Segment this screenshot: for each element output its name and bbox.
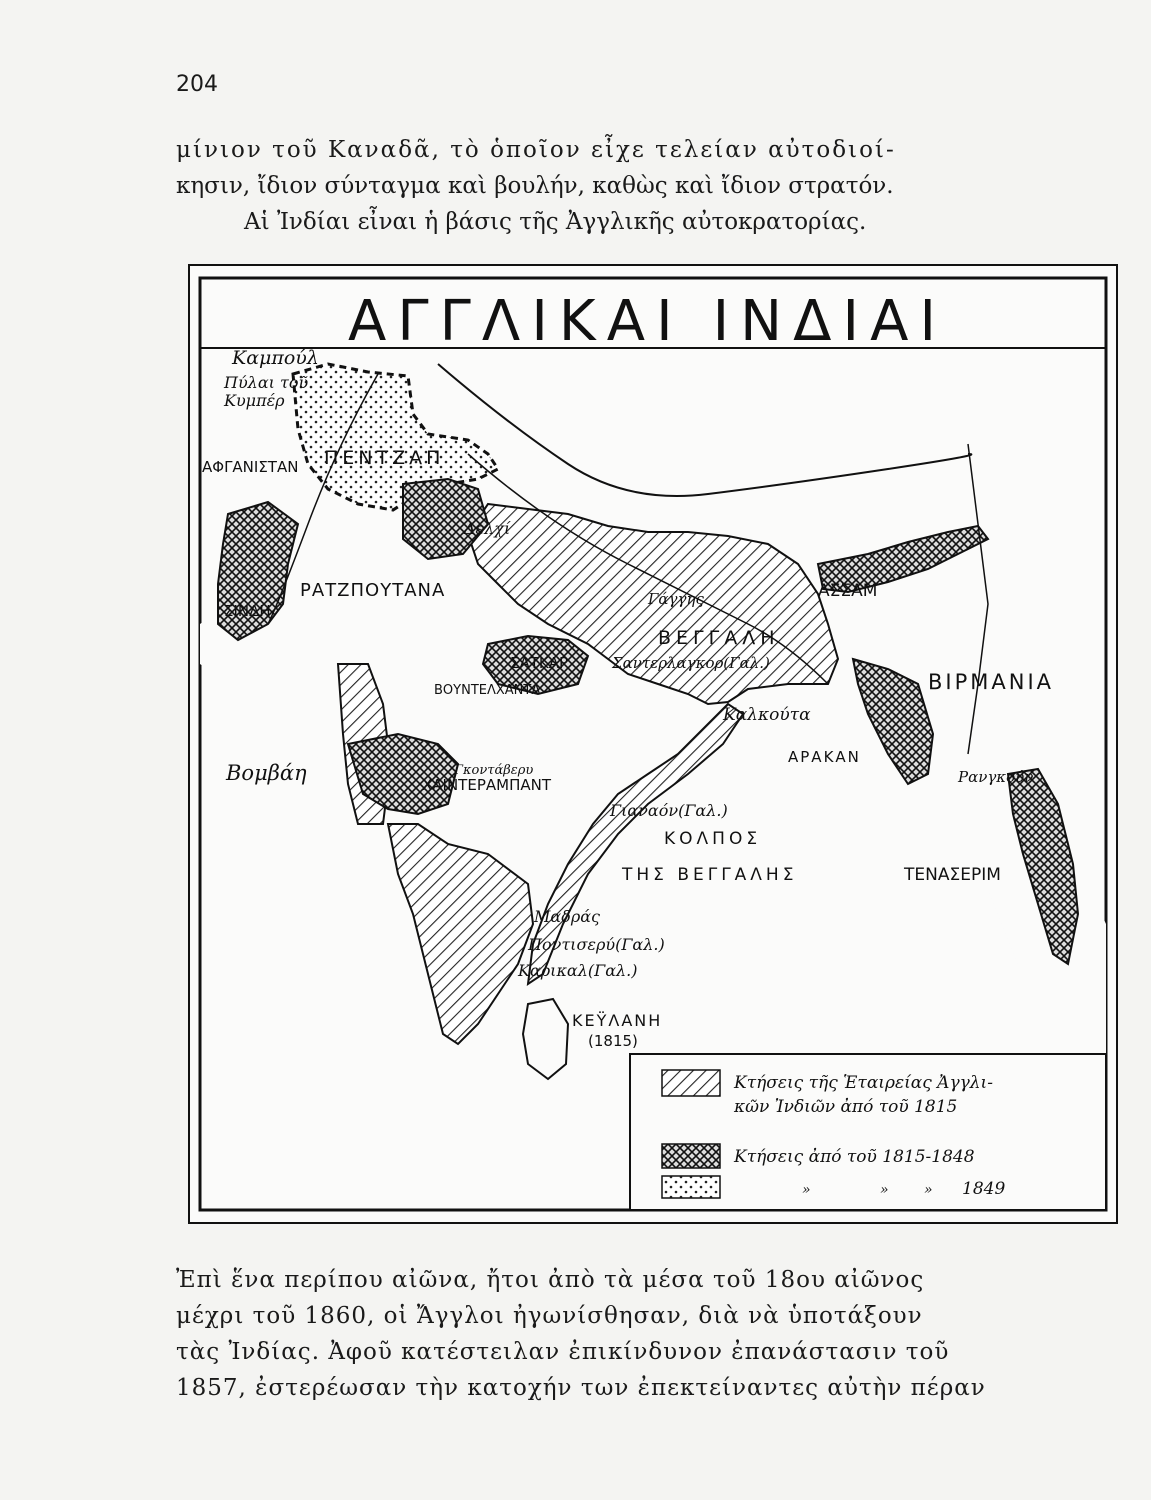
label-veggali: ΒΕΓΓΑΛΗ: [658, 627, 780, 649]
label-kampoul: Καμπούλ: [232, 347, 319, 369]
label-satgar: ΣΑΤΚΑΡ: [510, 654, 569, 672]
top-line-2: κησιν, ἴδιον σύνταγμα καὶ βουλήν, καθὼς καὶ ἴδιον στρατόν.: [176, 173, 894, 199]
legend-item1-line1: Κτήσεις τῆς Ἑταιρείας Ἀγγλι-: [734, 1073, 993, 1093]
legend-item3-ditto2: »: [880, 1182, 889, 1198]
bottom-line-1: Ἐπὶ ἕνα περίπου αἰῶνα, ἤτοι ἀπὸ τὰ μέσα τοῦ 18ου αἰῶνος: [176, 1267, 925, 1293]
label-pontisery: Ποντισερύ(Γαλ.): [528, 935, 665, 954]
label-pentzap: ΠΕΝΤΖΑΠ: [324, 447, 445, 469]
label-karikal: Καρικαλ(Γαλ.): [518, 961, 638, 980]
bottom-line-2: μέχρι τοῦ 1860, οἱ Ἄγγλοι ἠγωνίσθησαν, διὰ νὰ ὑποτάξουν: [176, 1303, 923, 1329]
top-line-3: Αἱ Ἰνδίαι εἶναι ἡ βάσις τῆς Ἀγγλικῆς αὐτοκρατορίας.: [244, 209, 867, 235]
legend-swatch-hatch: [662, 1070, 720, 1096]
map-svg: [188, 264, 1118, 1224]
label-gagis: Γάγγης: [648, 590, 704, 608]
label-bombay: Βομβάη: [226, 761, 307, 785]
legend-item1-line2: κῶν Ἰνδιῶν ἀπό τοῦ 1815: [734, 1097, 958, 1117]
map-title: ΑΓΓΛΙΚΑΙ ΙΝΔΙΑΙ: [348, 289, 948, 354]
legend-item3-ditto1: »: [802, 1182, 811, 1198]
page-number: 204: [176, 72, 218, 97]
top-paragraph: [176, 132, 1136, 240]
label-keylani-year: (1815): [588, 1032, 638, 1050]
label-madras: Μαδράς: [534, 907, 600, 926]
label-tenaserim: ΤΕΝΑΣΕΡΙΜ: [904, 865, 1001, 885]
legend-swatch-cross: [662, 1144, 720, 1168]
label-pylai-1: Πύλαι τοῦ: [224, 373, 309, 392]
label-kolpos: ΚΟΛΠΟΣ: [664, 829, 762, 849]
top-line-1: μίνιον τοῦ Καναδᾶ, τὸ ὁποῖον εἶχε τελείαν αὐτοδιοί-: [176, 137, 896, 163]
label-bountelkhanta: ΒΟΥΝΤΕΛΧΑΝΤΑ: [434, 683, 541, 698]
label-delhi: Δελχί: [464, 519, 511, 538]
map-figure: [188, 264, 1118, 1224]
label-birmania: ΒΙΡΜΑΝΙΑ: [928, 670, 1055, 694]
legend-item3-year: 1849: [962, 1179, 1006, 1199]
label-sinth: ΣΙΝΔΗ: [224, 602, 271, 620]
label-arakan: ΑΡΑΚΑΝ: [788, 748, 861, 766]
label-keylani: ΚΕΫΛΑΝΗ: [572, 1011, 663, 1030]
bottom-paragraph: [176, 1262, 1136, 1406]
label-pylai-2: Κυμπέρ: [224, 391, 285, 410]
legend-item2: Κτήσεις ἀπό τοῦ 1815-1848: [734, 1147, 975, 1167]
label-ratzpoutana: ΡΑΤΖΠΟΥΤΑΝΑ: [300, 580, 446, 601]
label-tis-veggalis: ΤΗΣ ΒΕΓΓΑΛΗΣ: [622, 865, 798, 885]
label-santerlagkor: Σαντερλαγκορ(Γαλ.): [612, 654, 770, 672]
legend-swatch-dots: [662, 1176, 720, 1198]
label-gkontavery: Γκοντάβερυ: [454, 763, 534, 778]
label-khaidarampant: ΧΑΙΝΤΕΡΑΜΠΑΝΤ: [422, 776, 551, 794]
label-assam: ΑΣΣΑΜ: [818, 581, 878, 601]
label-yanaon: Γιαναόν(Γαλ.): [610, 801, 728, 820]
label-kalkouta: Καλκούτα: [723, 705, 811, 725]
label-rangoon: Ρανγκούν: [958, 768, 1034, 786]
label-afganistan: ΑΦΓΑΝΙΣΤΑΝ: [202, 458, 299, 476]
bottom-line-4: 1857, ἐστερέωσαν τὴν κατοχήν των ἐπεκτείναντες αὐτὴν πέραν: [176, 1375, 986, 1401]
bottom-line-3: τὰς Ἰνδίας. Ἀφοῦ κατέστειλαν ἐπικίνδυνον ἐπανάστασιν τοῦ: [176, 1339, 950, 1365]
legend-item3-ditto3: »: [924, 1182, 933, 1198]
